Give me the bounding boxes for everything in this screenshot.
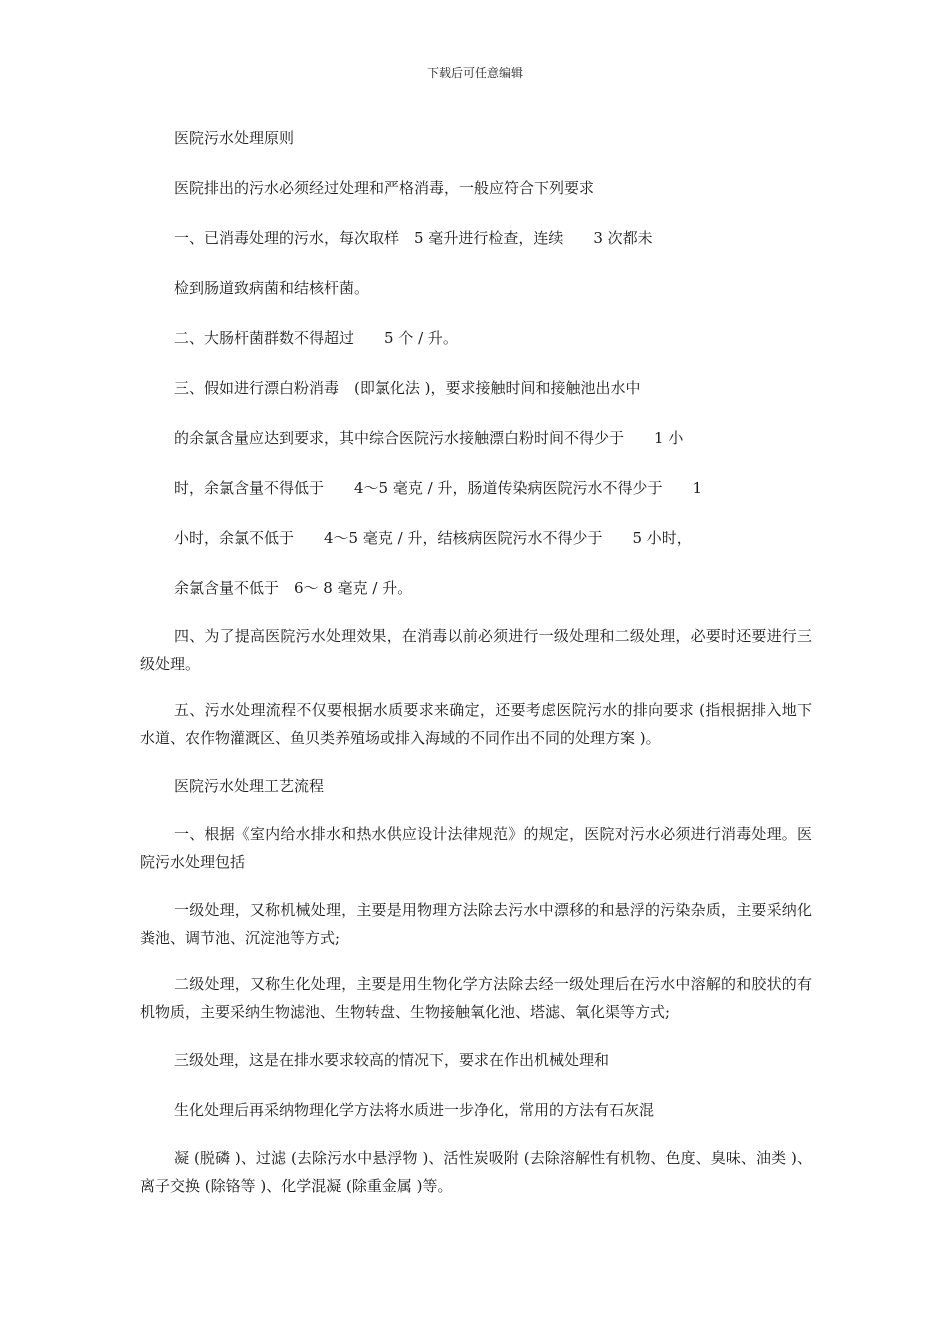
text-line: 三、假如进行漂白粉消毒 (即氯化法 )，要求接触时间和接触池出水中 [174,379,641,397]
paragraph: 二级处理，又称生化处理，主要是用生物化学方法除去经一级处理后在污水中溶解的和胶状的有机物质，主要采纳生物滤池、生物转盘、生物接触氧化池、塔滤、氧化渠等方式; [140,975,812,1021]
text-line: 的余氯含量应达到要求，其中综合医院污水接触漂白粉时间不得少于 1 小 [174,429,684,447]
heading-principles: 医院污水处理原则 [174,129,295,147]
paragraph: 一级处理，又称机械处理，主要是用物理方法除去污水中漂移的和悬浮的污染杂质，主要采纳化粪池、调节池、沉淀池等方式; [140,901,812,947]
page-header: 下载后可任意编辑 [426,66,523,80]
text-line: 小时，余氯不低于 4～5 毫克 / 升，结核病医院污水不得少于 5 小时， [174,529,692,547]
paragraph: 一、根据《室内给水排水和热水供应设计法律规范》的规定，医院对污水必须进行消毒处理。医院污水处理包括 [140,825,812,871]
text-line: 医院排出的污水必须经过处理和严格消毒，一般应符合下列要求 [174,179,595,197]
text-line: 二、大肠杆菌群数不得超过 5 个 / 升。 [174,329,458,347]
heading-process: 医院污水处理工艺流程 [174,777,325,795]
text-line: 生化处理后再采纳物理化学方法将水质进一步净化，常用的方法有石灰混 [174,1101,655,1119]
text-line: 余氯含量不低于 6～ 8 毫克 / 升。 [174,579,413,597]
paragraph: 五、污水处理流程不仅要根据水质要求来确定，还要考虑医院污水的排向要求 (指根据排入地下水道、农作物灌溉区、鱼贝类养殖场或排入海域的不同作出不同的处理方案 )。 [140,701,812,747]
text-line: 时，余氯含量不得低于 4～5 毫克 / 升，肠道传染病医院污水不得少于 1 [174,479,702,497]
text-line: 一、已消毒处理的污水，每次取样 5 毫升进行检查，连续 3 次都未 [174,229,653,247]
text-line: 三级处理，这是在排水要求较高的情况下，要求在作出机械处理和 [174,1051,610,1069]
paragraph: 凝 (脱磷 )、过滤 (去除污水中悬浮物 )、活性炭吸附 (去除溶解性有机物、色度、臭味、油类 )、离子交换 (除铬等 )、化学混凝 (除重金属 )等。 [140,1149,812,1195]
text-line: 检到肠道致病菌和结核杆菌。 [174,279,370,297]
paragraph: 四、为了提高医院污水处理效果，在消毒以前必须进行一级处理和二级处理，必要时还要进行三级处理。 [140,627,812,673]
